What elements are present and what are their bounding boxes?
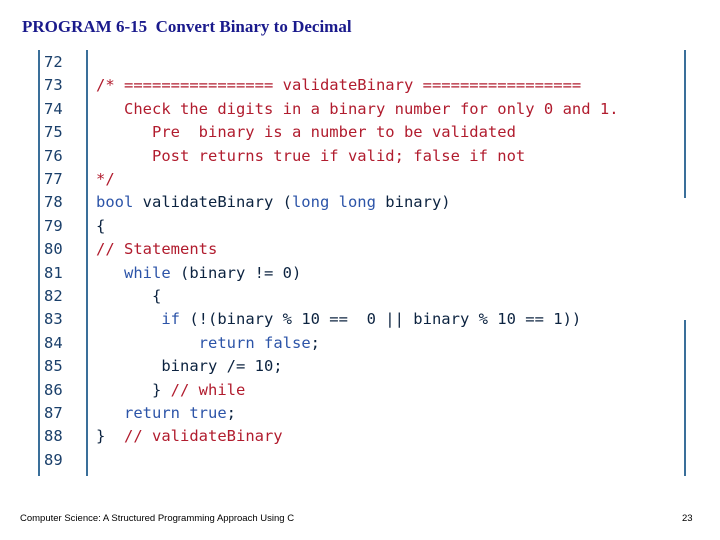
code-token: { bbox=[96, 287, 162, 305]
code-text bbox=[96, 402, 236, 425]
code-line bbox=[38, 355, 686, 378]
line-number: 84 bbox=[44, 333, 63, 352]
keyword-token: return bbox=[198, 333, 255, 352]
footer-book-title: Computer Science: A Structured Programming Approach Using C bbox=[20, 513, 295, 524]
comment-token: // while bbox=[170, 380, 246, 399]
keyword-token: long long bbox=[291, 193, 376, 212]
line-number: 88 bbox=[44, 427, 63, 446]
line-number: 86 bbox=[44, 380, 63, 399]
line-number: 80 bbox=[44, 240, 63, 259]
keyword-token: false bbox=[264, 333, 311, 352]
line-number: 83 bbox=[44, 310, 63, 329]
code-line bbox=[38, 332, 686, 355]
code-token bbox=[96, 264, 124, 282]
code-text bbox=[96, 74, 581, 97]
line-number: 85 bbox=[44, 357, 63, 376]
code-line bbox=[38, 74, 686, 97]
code-text bbox=[96, 425, 283, 448]
code-line bbox=[38, 168, 686, 191]
keyword-token: while bbox=[124, 263, 171, 282]
line-number: 77 bbox=[44, 170, 63, 188]
line-number: 72 bbox=[44, 53, 63, 71]
keyword-token: return bbox=[124, 404, 180, 422]
code-text bbox=[96, 168, 115, 191]
comment-token: // validateBinary bbox=[124, 427, 283, 446]
code-line bbox=[38, 285, 686, 308]
code-line bbox=[38, 402, 686, 425]
code-text bbox=[96, 332, 320, 355]
code-token bbox=[180, 404, 189, 422]
code-text bbox=[96, 285, 161, 308]
code-line bbox=[38, 425, 686, 448]
code-token: (!(binary % 10 == 0 || binary % 10 == 1)) bbox=[180, 310, 582, 329]
code-token bbox=[255, 334, 264, 352]
comment-token: */ bbox=[96, 170, 115, 188]
comment-token: Check the digits in a binary number for only 0 and 1. bbox=[96, 99, 619, 118]
keyword-token: bool bbox=[96, 193, 134, 212]
comment-token: // Statements bbox=[96, 240, 218, 259]
code-token: } bbox=[96, 380, 171, 399]
slide-title: PROGRAM 6-15 Convert Binary to Decimal bbox=[22, 17, 352, 36]
code-line bbox=[38, 145, 686, 168]
code-token: validateBinary ( bbox=[133, 193, 292, 212]
code-listing bbox=[38, 50, 686, 476]
line-number: 89 bbox=[44, 450, 63, 469]
code-line bbox=[38, 308, 686, 331]
code-token bbox=[96, 310, 161, 328]
line-number: 73 bbox=[44, 76, 63, 95]
code-token: ; bbox=[310, 333, 321, 352]
code-token bbox=[96, 404, 124, 422]
line-number: 78 bbox=[44, 193, 63, 212]
line-number: 81 bbox=[44, 263, 63, 282]
comment-token: Post returns true if valid; false if not bbox=[96, 146, 526, 165]
code-token: binary) bbox=[375, 193, 451, 212]
line-number: 82 bbox=[44, 287, 63, 305]
code-line bbox=[38, 51, 686, 74]
code-token bbox=[96, 334, 199, 352]
code-token: { bbox=[96, 216, 106, 235]
line-number: 87 bbox=[44, 404, 63, 422]
line-number: 75 bbox=[44, 123, 63, 142]
keyword-token: true bbox=[189, 404, 227, 422]
code-token: ; bbox=[226, 404, 237, 422]
code-text bbox=[96, 355, 283, 378]
code-text bbox=[96, 379, 245, 402]
code-text bbox=[96, 121, 516, 144]
code-line bbox=[38, 238, 686, 261]
comment-token: /* ================ validateBinary ================= bbox=[96, 76, 582, 95]
code-token: binary /= 10; bbox=[96, 357, 283, 376]
code-line bbox=[38, 98, 686, 121]
code-line bbox=[38, 121, 686, 144]
line-number: 76 bbox=[44, 146, 63, 165]
code-line bbox=[38, 191, 686, 214]
keyword-token: if bbox=[161, 310, 180, 329]
code-line bbox=[38, 262, 686, 285]
comment-token: Pre binary is a number to be validated bbox=[96, 123, 516, 142]
code-line bbox=[38, 379, 686, 402]
code-text bbox=[96, 262, 301, 285]
code-token: } bbox=[96, 427, 124, 446]
code-text bbox=[96, 145, 525, 168]
page-number: 23 bbox=[682, 513, 693, 524]
code-token: (binary != 0) bbox=[170, 263, 302, 282]
line-number: 79 bbox=[44, 216, 63, 235]
code-text bbox=[96, 98, 619, 121]
code-line bbox=[38, 215, 686, 238]
code-text bbox=[96, 215, 105, 238]
line-number: 74 bbox=[44, 99, 63, 118]
code-text bbox=[96, 238, 217, 261]
code-text bbox=[96, 191, 451, 214]
code-line bbox=[38, 449, 686, 472]
code-text bbox=[96, 308, 581, 331]
